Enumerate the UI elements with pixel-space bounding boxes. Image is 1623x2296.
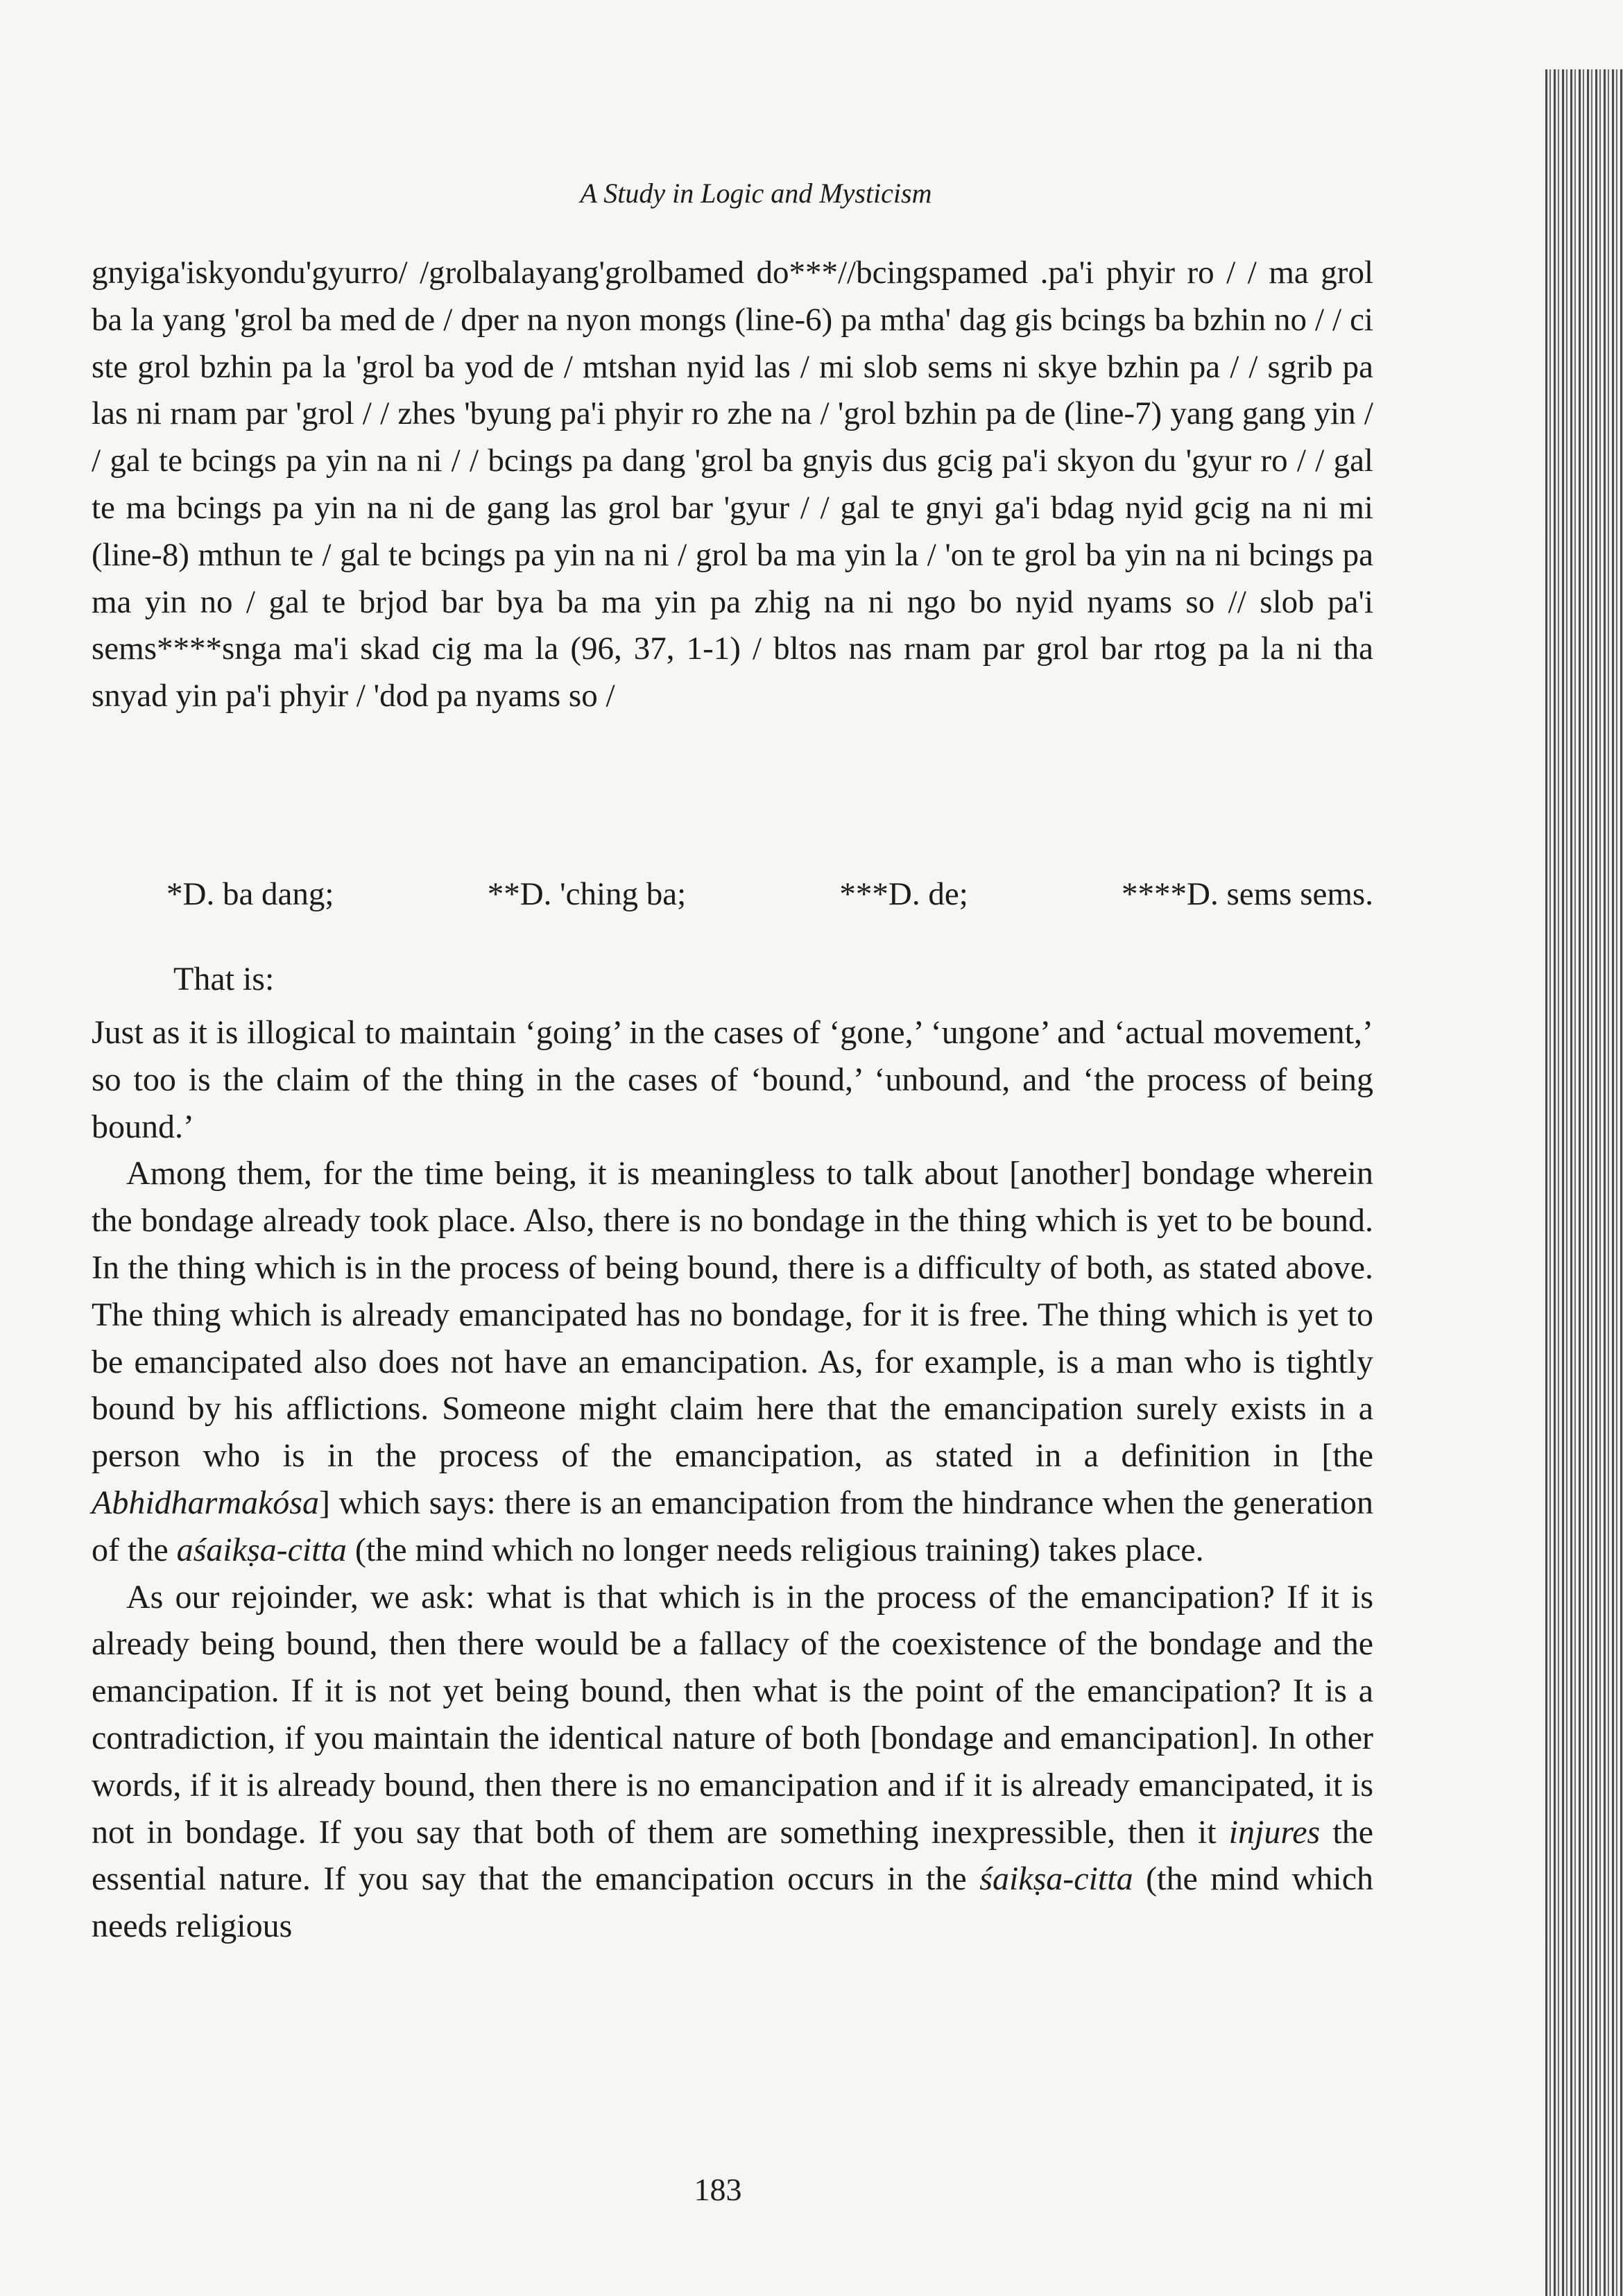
paragraph-2: Among them, for the time being, it is meaningless to talk about [another] bondage wherein the bondage already took place. Also, there is no bondage in the thing which is yet to be bound. In the thing which is in the process of being bound, there is a difficulty of both, as stated above. The thing which is already emancipated has no bondage, for it is free. The thing which is yet to be emancipated also does not have an emancipation. As, for example, is a man who is tightly bound by his afflictions. Someone might claim here that the emancipation surely exists in a person who is in the process of the emancipation, as stated in a definition in [the Abhidharmakósa] which says: there is an emancipation from the hindrance when the generation of the aśaikṣa-citta (the mind which no longer needs religious training) takes place.: [92, 1155, 1373, 1568]
footnote: *D. ba dang;: [166, 876, 334, 912]
footnotes: [166, 875, 1373, 913]
paragraph-3: As our rejoinder, we ask: what is that which is in the process of the emancipation? If it is already being bound, then there would be a fallacy of the coexistence of the bondage and the emancipation. If it is not yet being bound, then what is the point of the emancipation? It is a contradiction, if you maintain the identical nature of both [bondage and emancipation]. In other words, if it is already bound, then there is no emancipation and if it is already emancipated, it is not in bondage. If you say that both of them are something inexpressible, then it injures the essential nature. If you say that the emancipation occurs in the śaikṣa-citta (the mind which needs religious: [92, 1578, 1374, 1945]
footnote: ***D. de;: [839, 876, 968, 912]
running-header: A Study in Logic and Mysticism: [580, 178, 932, 209]
page-edge-shadow: [1545, 69, 1623, 2296]
footnote: **D. 'ching ba;: [487, 876, 687, 912]
footnote: ****D. sems sems.: [1122, 876, 1373, 912]
english-translation: [92, 1009, 1373, 1950]
that-is-label: That is:: [173, 961, 275, 997]
paragraph-1: Just as it is illogical to maintain ‘going’ in the cases of ‘gone,’ ‘ungone’ and ‘actual movement,’ so too is the claim of the thing in the cases of ‘bound,’ ‘unbound, and ‘the process of being bound.’: [92, 1014, 1373, 1145]
tibetan-text-block: gnyiga'iskyondu'gyurro/ /grolbalayang'grolbamed do***//bcingspamed .pa'i phyir ro / / ma grol ba la yang 'grol ba med de / dper na nyon mongs (line-6) pa mtha' dag gis bcings ba bzhin no / / ci ste grol bzhin pa la 'grol ba yod de / mtshan nyid las / mi slob sems ni skye bzhin pa / / sgrib pa las ni rnam par 'grol / / zhes 'byung pa'i phyir ro zhe na / 'grol bzhin pa de (line-7) yang gang yin / / gal te bcings pa yin na ni / / bcings pa dang 'grol ba gnyis dus gcig pa'i skyon du 'gyur ro / / gal te ma bcings pa yin na ni de gang las grol bar 'gyur / / gal te gnyi ga'i bdag nyid gcig na ni mi (line-8) mthun te / gal te bcings pa yin na ni / grol ba ma yin la / 'on te grol ba yin na ni bcings pa ma yin no / gal te brjod bar bya ba ma yin pa zhig na ni ngo bo nyid nyams so // slob pa'i sems****snga ma'i skad cig ma la (96, 37, 1-1) / bltos nas rnam par grol bar rtog pa la ni tha snyad yin pa'i phyir / 'dod pa nyams so /: [92, 255, 1373, 714]
page-number: 183: [694, 2172, 742, 2207]
